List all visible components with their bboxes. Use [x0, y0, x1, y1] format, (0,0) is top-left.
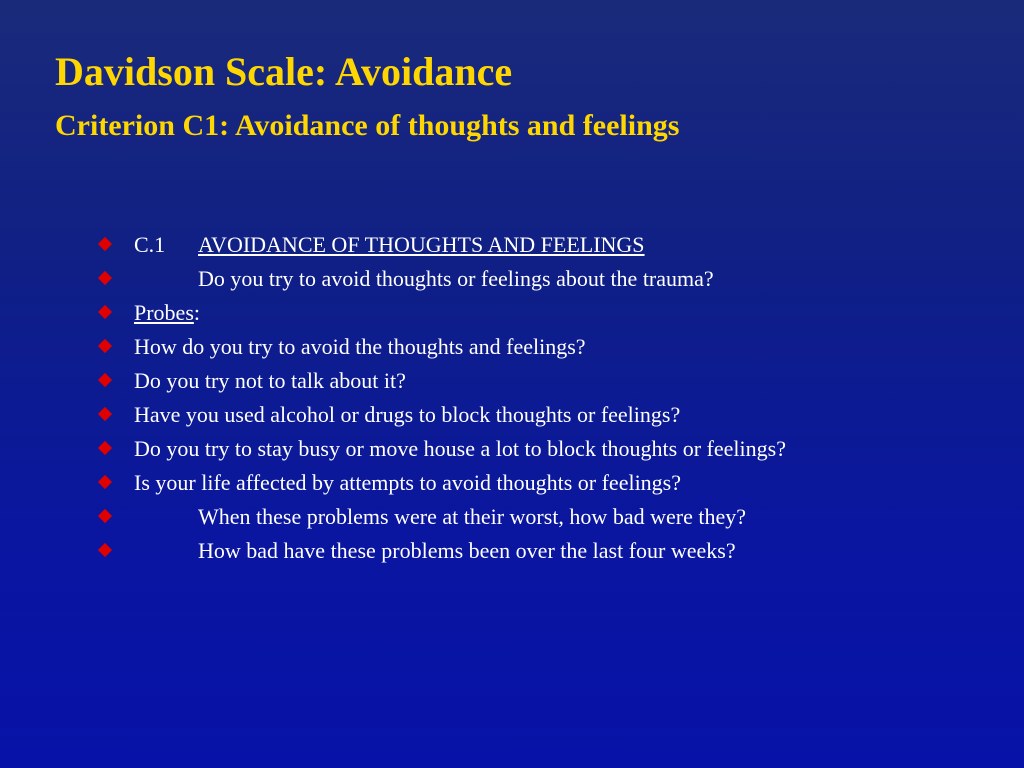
criterion-heading: AVOIDANCE OF THOUGHTS AND FEELINGS [198, 232, 645, 257]
bullet-item-indented [96, 538, 896, 564]
bullet-list [96, 232, 896, 572]
bullet-text: Is your life affected by attempts to avoid thoughts or feelings? [134, 470, 682, 495]
bullet-text: How do you try to avoid the thoughts and feelings? [134, 334, 586, 359]
criterion-code: C.1 [134, 232, 166, 257]
bullet-item [96, 402, 896, 428]
red-diamond-icon [98, 373, 112, 387]
probes-suffix: : [193, 300, 201, 325]
red-diamond-icon [98, 237, 112, 251]
probes-label: Probes [134, 300, 194, 325]
red-diamond-icon [98, 271, 112, 285]
slide-subtitle: Criterion C1: Avoidance of thoughts and feelings [55, 109, 680, 142]
red-diamond-icon [98, 407, 112, 421]
bullet-item [96, 470, 896, 496]
bullet-item [96, 436, 896, 462]
red-diamond-icon [98, 305, 112, 319]
red-diamond-icon [98, 339, 112, 353]
red-diamond-icon [98, 475, 112, 489]
red-diamond-icon [98, 543, 112, 557]
bullet-text: How bad have these problems been over the last four weeks? [198, 538, 736, 563]
bullet-text: Have you used alcohol or drugs to block thoughts or feelings? [134, 402, 681, 427]
bullet-text: Do you try to stay busy or move house a lot to block thoughts or feelings? [134, 436, 786, 461]
slide-title: Davidson Scale: Avoidance [55, 49, 513, 94]
bullet-text: Do you try not to talk about it? [134, 368, 406, 393]
bullet-item [96, 368, 896, 394]
bullet-item [96, 334, 896, 360]
bullet-text: Do you try to avoid thoughts or feelings about the trauma? [198, 266, 714, 291]
bullet-item-c1-heading [96, 232, 896, 258]
bullet-text: When these problems were at their worst, how bad were they? [198, 504, 746, 529]
bullet-item-main-question [96, 266, 896, 292]
red-diamond-icon [98, 509, 112, 523]
bullet-item-indented [96, 504, 896, 530]
red-diamond-icon [98, 441, 112, 455]
bullet-item-probes [96, 300, 896, 326]
